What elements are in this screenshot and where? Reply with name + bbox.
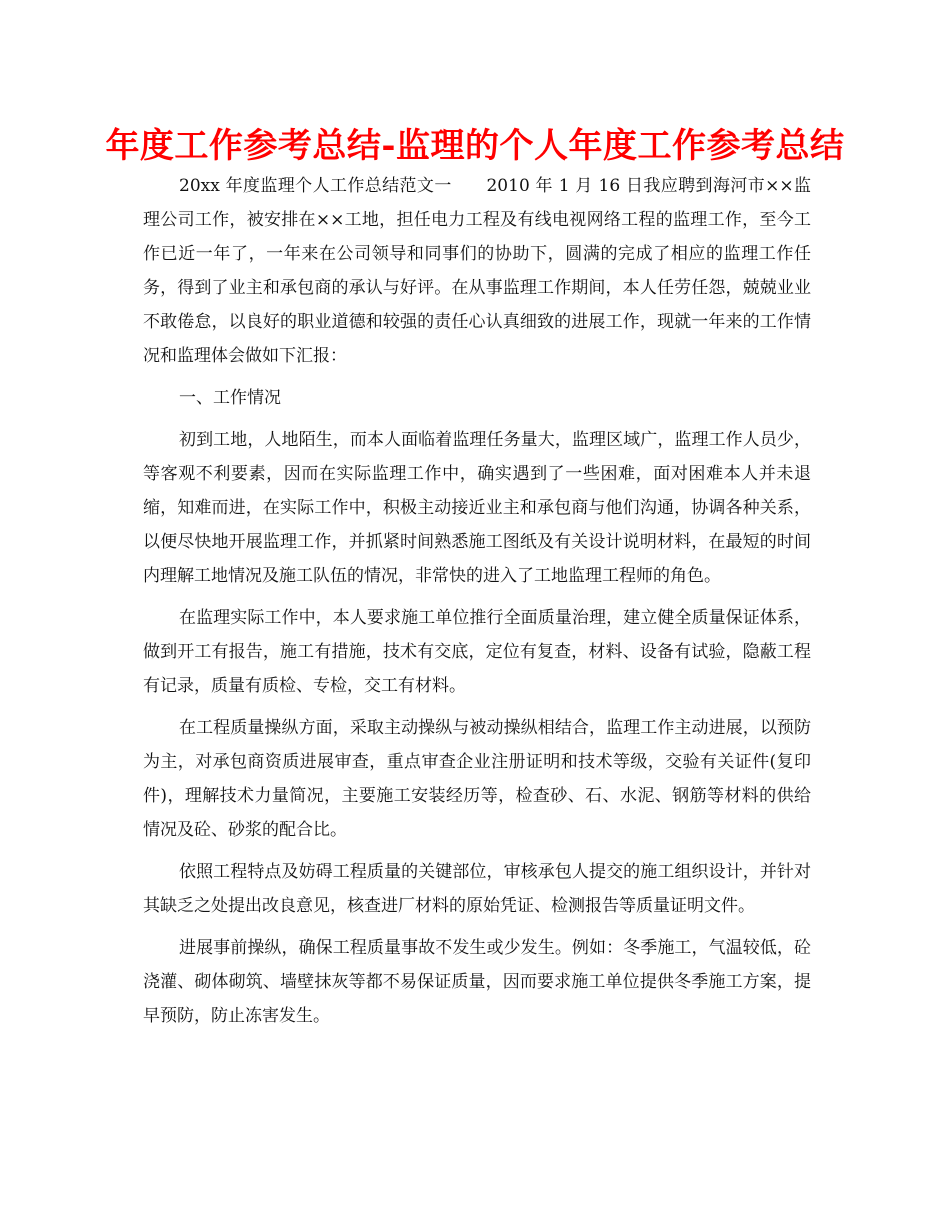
document-body — [143, 169, 811, 1041]
paragraph-arrival: 初到工地，人地陌生，而本人面临着监理任务量大，监理区域广，监理工作人员少，等客观不利要素，因而在实际监理工作中，确实遇到了一些困难，面对困难本人并未退缩，知难而进，在实际工作中，积极主动接近业主和承包商与他们沟通，协调各种关系，以便尽快地开展监理工作，并抓紧时间熟悉施工图纸及有关设计说明材料，在最短的时间内理解工地情况及施工队伍的情况，非常快的进入了工地监理工程师的角色。 — [143, 430, 811, 586]
section-heading-work-situation: 一、工作情况 — [179, 388, 281, 408]
paragraph-intro: 20xx 年度监理个人工作总结范文一 2010 年 1 月 16 日我应聘到海河市××监理公司工作，被安排在××工地，担任电力工程及有线电视网络工程的监理工作，至今工作已近一年了，一年来在公司领导和同事们的协助下，圆满的完成了相应的监理工作任务，得到了业主和承包商的承认与好评。在从事监理工作期间，本人任劳任怨，兢兢业业不敢倦怠，以良好的职业道德和较强的责任心认真细致的进展工作，现就一年来的工作情况和监理体会做如下汇报： — [143, 176, 811, 366]
paragraph-prevention: 进展事前操纵，确保工程质量事故不发生或少发生。例如：冬季施工，气温较低，砼浇灌、砌体砌筑、墙壁抹灰等都不易保证质量，因而要求施工单位提供冬季施工方案，提早预防，防止冻害发生。 — [143, 938, 811, 1026]
paragraph-key-parts: 依照工程特点及妨碍工程质量的关键部位，审核承包人提交的施工组织设计，并针对其缺乏之处提出改良意见，核查进厂材料的原始凭证、检测报告等质量证明文件。 — [143, 862, 811, 916]
paragraph-quality-management: 在监理实际工作中，本人要求施工单位推行全面质量治理，建立健全质量保证体系，做到开工有报告，施工有措施，技术有交底，定位有复查，材料、设备有试验，隐蔽工程有记录，质量有质检、专检，交工有材料。 — [143, 608, 811, 696]
paragraph-quality-control: 在工程质量操纵方面，采取主动操纵与被动操纵相结合，监理工作主动进展，以预防为主，对承包商资质进展审查，重点审查企业注册证明和技术等级，交验有关证件(复印件)，理解技术力量简况，主要施工安装经历等，检查砂、石、水泥、钢筋等材料的供给情况及砼、砂浆的配合比。 — [143, 718, 811, 840]
document-title: 年度工作参考总结-监理的个人年度工作参考总结 — [105, 126, 845, 166]
